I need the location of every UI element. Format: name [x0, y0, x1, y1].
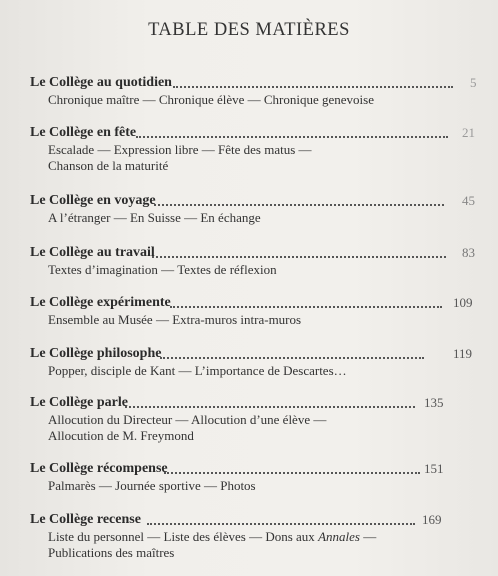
- toc-subline: —: [359, 529, 377, 544]
- dot-leader: [152, 256, 446, 258]
- toc-subentries: [30, 478, 408, 494]
- page-title: TABLE DES MATIÈRES: [148, 20, 350, 40]
- toc-entry: [30, 192, 480, 226]
- toc-entry: [30, 394, 480, 444]
- dot-leader: [136, 136, 448, 138]
- toc-subentries: [30, 92, 408, 108]
- toc-subentries: [30, 363, 408, 379]
- toc-subline-italic: Annales: [318, 529, 360, 544]
- dot-leader: [170, 306, 442, 308]
- toc-subline: Popper, disciple de Kant — L’importance de Descartes…: [48, 363, 347, 378]
- toc-entry: [30, 124, 480, 174]
- toc-entry: [30, 244, 480, 278]
- toc-subline: Chronique maître — Chronique élève — Chronique genevoise: [48, 92, 375, 107]
- toc-heading: Le Collège en fête: [30, 125, 137, 140]
- toc-subline: A l’étranger — En Suisse — En échange: [48, 210, 261, 225]
- toc-subentries: [30, 262, 408, 278]
- toc-entry: [30, 74, 480, 108]
- toc-heading: Le Collège au quotidien: [30, 75, 172, 90]
- toc-page-number: 83: [462, 245, 475, 260]
- dot-leader: [147, 523, 415, 525]
- toc-heading: Le Collège expérimente: [30, 295, 171, 310]
- toc-subline: Palmarès — Journée sportive — Photos: [48, 478, 256, 493]
- dot-leader: [164, 472, 420, 474]
- toc-subline: Liste du personnel — Liste des élèves — Dons aux: [48, 529, 319, 544]
- toc-entry: [30, 460, 480, 494]
- toc-page-number: 109: [453, 295, 473, 310]
- dot-leader: [160, 357, 424, 359]
- toc-subline: Publications des maîtres: [48, 545, 175, 560]
- dot-leader: [125, 406, 415, 408]
- toc-heading: Le Collège au travail: [30, 245, 155, 260]
- dot-leader: [154, 204, 444, 206]
- toc-entry: [30, 511, 480, 561]
- dot-leader: [173, 86, 453, 88]
- toc-heading: Le Collège en voyage: [30, 193, 156, 208]
- toc-subentries: [30, 529, 408, 561]
- toc-page-number: 5: [470, 75, 477, 90]
- toc-subentries: [30, 412, 408, 444]
- toc-subline: Allocution de M. Freymond: [48, 428, 194, 443]
- toc-subline: Allocution du Directeur — Allocution d’une élève —: [48, 412, 327, 427]
- toc-subline: Textes d’imagination — Textes de réflexion: [48, 262, 277, 277]
- toc-page-number: 135: [424, 395, 444, 410]
- toc-subentries: [30, 312, 408, 328]
- toc-page-number: 119: [453, 346, 473, 361]
- toc-page-number: 169: [422, 512, 442, 527]
- toc-heading: Le Collège parle: [30, 395, 128, 410]
- toc-entry: [30, 345, 480, 379]
- toc-subentries: [30, 142, 408, 174]
- toc-heading: Le Collège recense: [30, 512, 141, 527]
- toc-page-number: 21: [462, 125, 475, 140]
- toc-page-number: 151: [424, 461, 444, 476]
- toc-entry: [30, 294, 480, 328]
- toc-page-number: 45: [462, 193, 475, 208]
- toc-heading: Le Collège philosophe: [30, 346, 162, 361]
- toc-subentries: [30, 210, 408, 226]
- toc-subline: Ensemble au Musée — Extra-muros intra-muros: [48, 312, 302, 327]
- toc-subline: Escalade — Expression libre — Fête des matus —: [48, 142, 312, 157]
- toc-heading: Le Collège récompense: [30, 461, 168, 476]
- toc-subline: Chanson de la maturité: [48, 158, 169, 173]
